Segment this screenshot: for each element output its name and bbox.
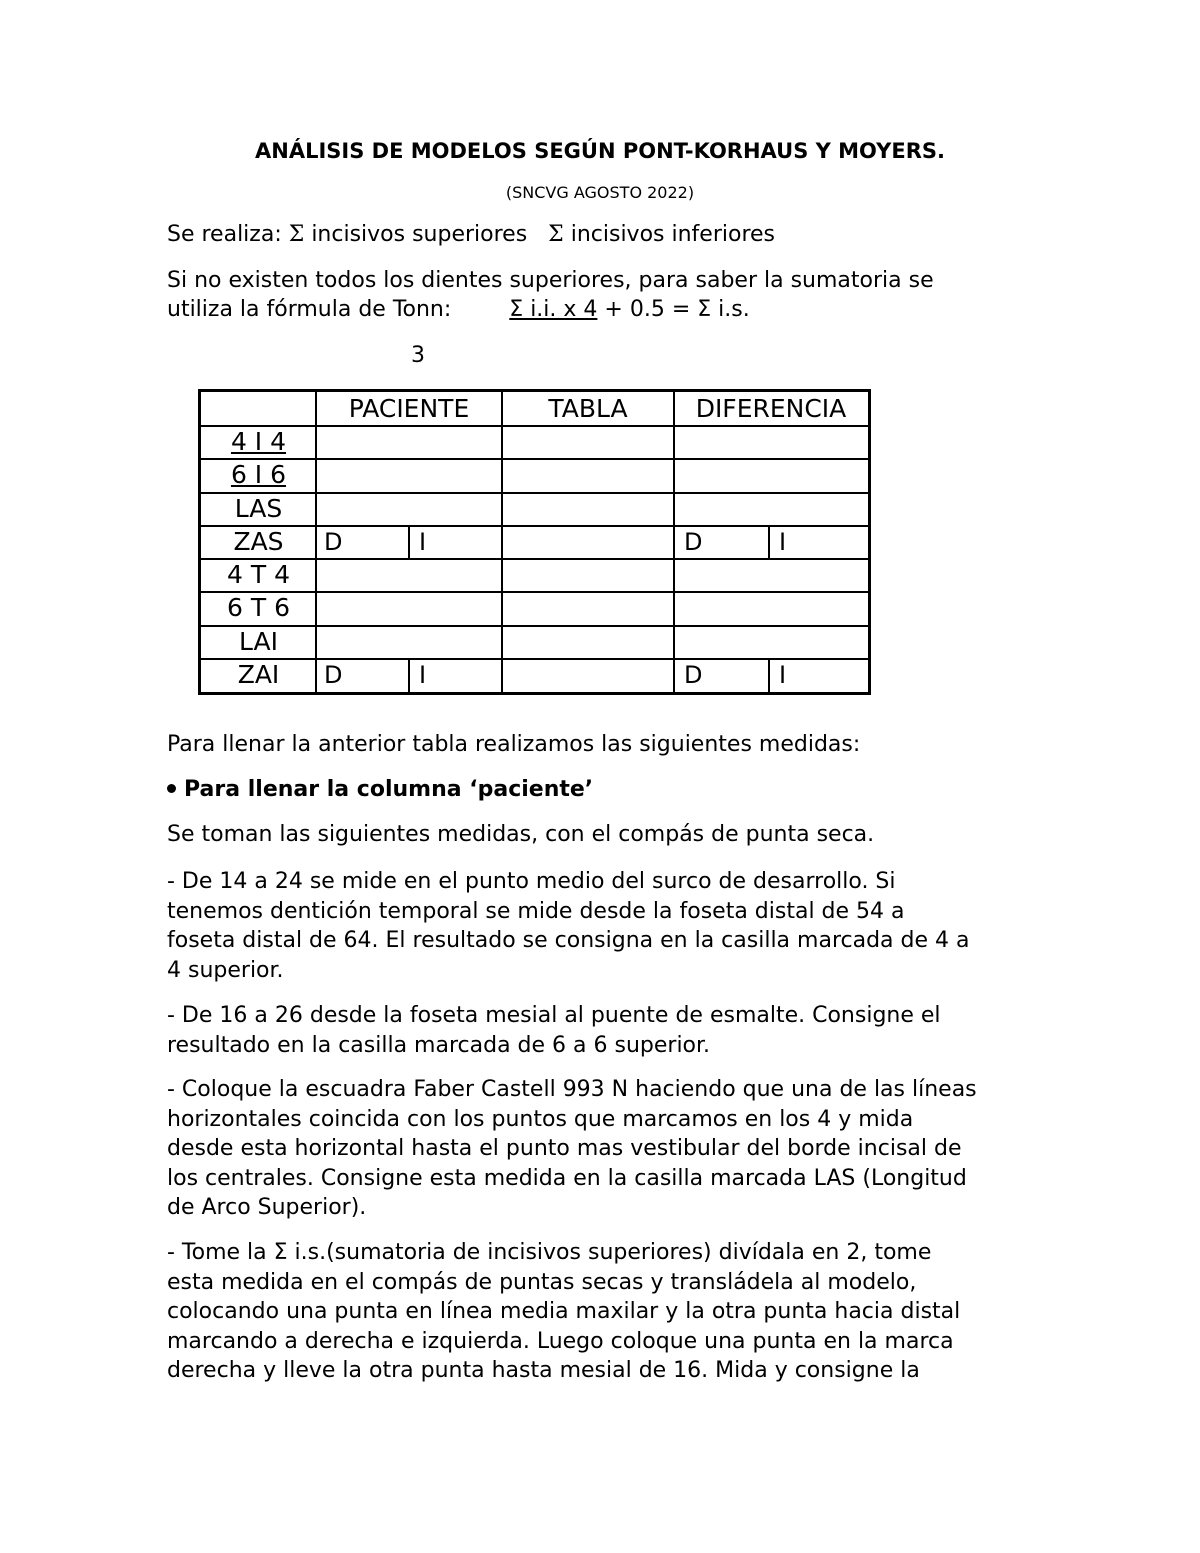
paragraph-3 <box>167 1075 1033 1223</box>
table-subcell-d: D <box>684 660 703 689</box>
table-header-diferencia: DIFERENCIA <box>695 394 847 423</box>
table-subcell-i: I <box>419 527 427 556</box>
realiza-prefix: Se realiza: <box>167 222 282 247</box>
table-header-tabla: TABLA <box>548 394 628 423</box>
tonn-line-1: Si no existen todos los dientes superiores, para saber la sumatoria se <box>167 268 934 293</box>
sigma-symbol: Σ <box>288 222 305 247</box>
table-subcell-d: D <box>324 660 343 689</box>
paragraph-line: tenemos dentición temporal se mide desde la foseta distal de 54 a <box>167 898 905 924</box>
paragraph-4 <box>167 1238 1033 1386</box>
table-row-label: 6 T 6 <box>227 593 290 623</box>
paragraph-line: los centrales. Consigne esta medida en la casilla marcada LAS (Longitud <box>167 1165 967 1191</box>
tonn-line-2-prefix: utiliza la fórmula de Tonn: <box>167 297 452 322</box>
paragraph-line: de Arco Superior). <box>167 1195 367 1220</box>
table-subcell-divider <box>408 526 410 559</box>
paragraph-2 <box>167 1001 1033 1060</box>
table-row-label: ZAS <box>233 526 284 556</box>
paragraph-line: - Coloque la escuadra Faber Castell 993 N haciendo que una de las líneas <box>167 1077 977 1102</box>
paragraph-line: - De 16 a 26 desde la foseta mesial al puente de esmalte. Consigne el <box>167 1003 941 1028</box>
formula-rest: + 0.5 = Σ i.s. <box>604 297 750 322</box>
paragraph-line: - De 14 a 24 se mide en el punto medio del surco de desarrollo. Si <box>167 869 896 894</box>
bullet-text: Para llenar la columna ‘paciente’ <box>184 777 594 802</box>
realiza-superiores: incisivos superiores <box>311 222 528 247</box>
table-subcell-divider <box>768 526 770 559</box>
tonn-paragraph <box>167 266 1033 296</box>
paragraph-line: resultado en la casilla marcada de 6 a 6 superior. <box>167 1032 711 1058</box>
table-subcell-d: D <box>324 527 343 556</box>
bullet-icon <box>167 784 176 793</box>
table-row-label: LAI <box>239 626 278 656</box>
paragraph-line: colocando una punta en línea media maxilar y la otra punta hacia distal <box>167 1299 961 1324</box>
paragraph-line: derecha y lleve la otra punta hasta mesial de 16. Mida y consigne la <box>167 1358 920 1383</box>
formula-denominator: 3 <box>411 343 425 368</box>
table-subcell-d: D <box>684 527 703 556</box>
table-row-label: 4 I 4 <box>230 427 287 456</box>
table-column-divider <box>673 392 675 692</box>
document-subtitle: (SNCVG AGOSTO 2022) <box>505 183 695 202</box>
table-subcell-divider <box>768 659 770 692</box>
table-subcell-i: I <box>419 660 427 689</box>
table-subcell-divider <box>408 659 410 692</box>
formula-numerator: Σ i.i. x 4 <box>509 297 598 322</box>
paragraph-line: desde esta horizontal hasta el punto mas vestibular del borde incisal de <box>167 1136 962 1161</box>
lead-text: Para llenar la anterior tabla realizamos las siguientes medidas: <box>167 732 861 757</box>
compas-text: Se toman las siguientes medidas, con el compás de punta seca. <box>167 822 875 847</box>
paragraph-line: marcando a derecha e izquierda. Luego coloque una punta en la marca <box>167 1328 954 1354</box>
paragraph-line: - Tome la Σ i.s.(sumatoria de incisivos superiores) divídala en 2, tome <box>167 1240 932 1265</box>
sigma-symbol: Σ <box>548 222 564 247</box>
table-header-paciente: PACIENTE <box>348 394 470 423</box>
measurement-table <box>198 389 871 695</box>
table-row-label: 6 I 6 <box>230 460 287 490</box>
paragraph-line: horizontales coincida con los puntos que marcamos en los 4 y mida <box>167 1106 914 1132</box>
bullet-item <box>167 777 593 802</box>
realiza-inferiores: incisivos inferiores <box>570 222 776 247</box>
paragraph-1 <box>167 867 1033 985</box>
table-row-label: LAS <box>234 493 283 523</box>
realiza-line <box>167 222 775 247</box>
tonn-line-2 <box>167 297 750 322</box>
table-row-label: 4 T 4 <box>227 560 290 589</box>
table-column-divider <box>501 392 503 692</box>
paragraph-line: 4 superior. <box>167 957 284 983</box>
document-title: ANÁLISIS DE MODELOS SEGÚN PONT-KORHAUS Y MOYERS. <box>255 139 945 163</box>
table-subcell-i: I <box>779 660 787 689</box>
paragraph-line: foseta distal de 64. El resultado se consigna en la casilla marcada de 4 a <box>167 928 970 953</box>
table-row-label: ZAI <box>237 659 280 689</box>
paragraph-line: esta medida en el compás de puntas secas y transládela al modelo, <box>167 1269 917 1295</box>
table-subcell-i: I <box>779 527 787 556</box>
